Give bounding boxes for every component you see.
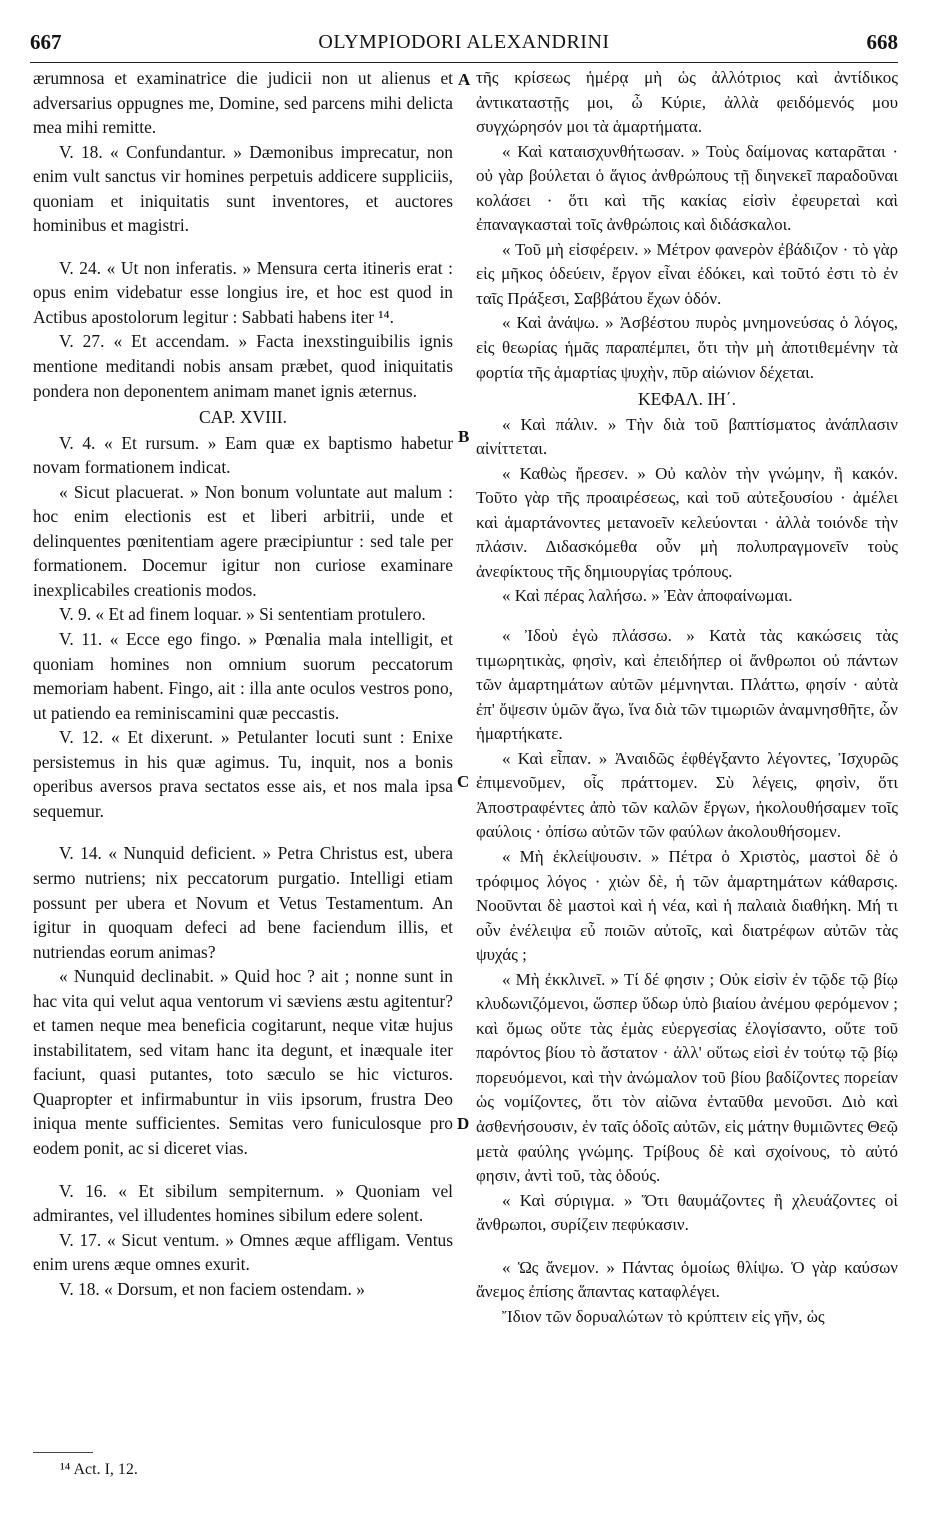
latin-paragraph: V. 14. « Nunquid deficient. » Petra Christus est, ubera sermo nutriens; nix peccatorum purgatio. Intelligi etiam possunt per ubera et Novum et Vetus Testamentum. An igitur in quoquam defeci ad bene faciendum illis, et nutriendas eorum animas? xyxy=(33,843,453,962)
chapter-heading-latin: CAP. XVIII. xyxy=(199,407,287,428)
greek-paragraph: « Τοῦ μὴ εἰσφέρειν. » Μέτρον φανερὸν ἐβάδιζον · τὸ γὰρ εἰς μῆκος ὁδεύειν, ἔργον εἶναι ἐδόκει, καὶ τοῦτό ἐστι τὸ ἐν ταῖς Πράξεσι, Σαββάτου ἔχων ὁδόν. xyxy=(476,239,898,308)
greek-paragraph: « Καὶ πάλιν. » Τὴν διὰ τοῦ βαπτίσματος ἀνάπλασιν αἰνίττεται. xyxy=(476,414,898,459)
greek-paragraph: Ἴδιον τῶν δορυαλώτων τὸ κρύπτειν εἰς γῆν, ὡς xyxy=(502,1306,825,1326)
greek-paragraph: « Μὴ ἐκλείψουσιν. » Πέτρα ὁ Χριστὸς, μαστοὶ δὲ ὁ τρόφιμος λόγος · χιὼν δὲ, ἡ τῶν ἁμαρτημάτων κάθαρσις. Νοοῦνται δὲ μαστοὶ καὶ ἡ νέα, καὶ ἡ παλαιὰ διαθήκη. Μή τι οὖν ἐνέλειψα εὖ ποιῶν αὐτοῖς, καὶ διατρέφων αὐτῶν τὰς ψυχάς ; xyxy=(476,846,898,965)
greek-paragraph: « Καθὼς ἤρεσεν. » Οὐ καλὸν τὴν γνώμην, ἢ κακόν. Τοῦτο γὰρ τῆς προαιρέσεως, καὶ τοῦ αὐτεξουσίου · ἀμέλει καὶ ἁμαρτάνοντες μετανοεῖν κελεύονται · ἀλλὰ τοιόνδε τὴν πλάσιν. Διδασκόμεθα οὖν μὴ πολυπραγμονεῖν τοὺς ἀνεφίκτους τῆς δημιουργίας τρόπους. xyxy=(476,463,898,581)
latin-paragraph: V. 9. « Et ad finem loquar. » Si sententiam protulero. xyxy=(59,604,426,625)
latin-paragraph: V. 24. « Ut non inferatis. » Mensura certa itineris erat : opus enim videbatur esse longius ire, et hoc est quod in Actibus apostolorum legitur : Sabbati habens iter ¹⁴. xyxy=(33,257,453,327)
latin-paragraph: V. 16. « Et sibilum sempiternum. » Quoniam vel admirantes, vel illudentes homines sibilum edere solent. xyxy=(33,1180,453,1226)
margin-letter-d: D xyxy=(457,1114,470,1133)
page-number-right: 668 xyxy=(866,30,898,54)
latin-paragraph: V. 18. « Dorsum, et non faciem ostendam. » xyxy=(59,1278,365,1299)
greek-paragraph: « Ἰδοὺ ἐγὼ πλάσσω. » Κατὰ τὰς κακώσεις τὰς τιμωρητικὰς, φησὶν, καὶ ἐπειδήπερ οἱ ἄνθρωποι οὐ πάντων τῶν ἁμαρτημάτων αὐτῶν μέμνηνται. Πλάττω, φησίν · αὐτὰ ἐπ' ὄψεσιν ὑμῶν ἄγω, ἵνα διὰ τῶν τιμωριῶν ἀναμνησθῆτε, ὧν ἡμαρτήκατε. xyxy=(476,626,898,744)
margin-letter-b: B xyxy=(458,427,470,446)
latin-paragraph: « Nunquid declinabit. » Quid hoc ? ait ; nonne sunt in hac vita qui velut aqua ventorum vi sæviens æstu agitentur? et tamen neque mea beneficia cogitarunt, neque vitæ hujus instabilitatem, sed vitam hanc ita degunt, et inæquale iter faciunt, quasi putantes, toto sæculo se hic victuros. Quapropter et infirmabuntur in viis ipsorum, frustra Deo iniqua mente sufficientes. Semitas vero funiculosque pro eodem ponit, ac si diceret vias. xyxy=(33,966,453,1158)
greek-paragraph: τῆς κρίσεως ἡμέρᾳ μὴ ὡς ἀλλότριος καὶ ἀντίδικος ἀντικαταστῇς μοι, ὦ Κύριε, ἀλλὰ φειδόμενός μου συγχώρησόν μοι τὰ ἁμαρτήματα. xyxy=(476,68,898,137)
footnote: ¹⁴ Act. I, 12. xyxy=(60,1461,138,1478)
greek-paragraph: « Ὡς ἄνεμον. » Πάντας ὁμοίως θλίψω. Ὁ γὰρ καύσων ἄνεμος ἐπίσης ἅπαντας καταφλέγει. xyxy=(476,1257,898,1302)
chapter-heading-greek: ΚΕΦΑΛ. ΙΗ΄. xyxy=(637,389,737,410)
greek-paragraph: « Καὶ ἀνάψω. » Ἀσβέστου πυρὸς μνημονεύσας ὁ λόγος, εἰς θεωρίας ἡμᾶς παραπέμπει, ὅτι τὴν μὴ ἀποτιθεμένην τὰ φορτία τῆς ἁμαρτίας ψυχὴν, πῦρ αἰώνιον δέχεται. xyxy=(476,313,898,382)
latin-paragraph: ærumnosa et examinatrice die judicii non ut alienus et adversarius oppugnes me, Domine, sed parcens mihi delicta mea mihi remitte. xyxy=(33,68,453,138)
greek-paragraph: « Καὶ πέρας λαλήσω. » Ἐὰν ἀποφαίνωμαι. xyxy=(502,586,793,606)
page-header xyxy=(30,28,898,63)
latin-paragraph: V. 11. « Ecce ego fingo. » Pœnalia mala intelligit, et quoniam homines non omnium suorum peccatorum memoriam habent. Fingo, ait : illa ante oculos vestros pono, ut patiendo ea reminiscamini quæ peccastis. xyxy=(33,629,453,723)
latin-paragraph: V. 12. « Et dixerunt. » Petulanter locuti sunt : Enixe persistemus in his quæ agimus. Tu, inquit, nos a bonis operibus aversos prava sectatos esse ais, et nos mala ipsa sequemur. xyxy=(33,727,453,821)
latin-paragraph: V. 4. « Et rursum. » Eam quæ ex baptismo habetur novam formationem indicat. xyxy=(33,432,453,478)
latin-paragraph: V. 18. « Confundantur. » Dæmonibus imprecatur, non enim vult sanctus vir homines perpetuis addicere suppliciis, quoniam et iniquitatis sunt inventores, et auctores hominibus et magistri. xyxy=(33,141,453,236)
margin-letter-c: C xyxy=(457,772,470,791)
latin-paragraph: V. 17. « Sicut ventum. » Omnes æque affligam. Ventus enim urens æque omnes exurit. xyxy=(33,1229,453,1275)
page-number-left: 667 xyxy=(30,30,62,54)
latin-paragraph: « Sicut placuerat. » Non bonum voluntate aut malum : hoc enim electionis est et liberi arbitrii, unde et delinquentes pœnitentiam agere præcipiuntur : sed tale per formationem. Docemur igitur non curiose examinare inexplicabiles creationis modos. xyxy=(33,481,453,600)
running-title: OLYMPIODORI ALEXANDRINI xyxy=(318,31,610,53)
footnote-rule xyxy=(33,1452,93,1453)
latin-column xyxy=(33,66,453,1301)
margin-letter-a: A xyxy=(458,70,471,89)
greek-paragraph: « Μὴ ἐκκλινεῖ. » Τί δέ φησιν ; Οὐκ εἰσὶν ἐν τῷδε τῷ βίῳ κλυδωνιζόμενοι, ὥσπερ ὕδωρ ὑπὸ βιαίου ἀνέμου φερόμενον ; καὶ ὅμως οὔτε τὰς ἐμὰς εὐεργεσίας ἐλογίσαντο, οὔτε τοῦ παρόντος βίου τὸ ἄστατον · ἀλλ' οὕτως εἰσὶ ἐν τούτῳ τῷ βίῳ πορευόμενοι, καὶ τὴν ἀνώμαλον τοῦ βίου βαδίζοντες πορείαν ὡς νομίζοντες, ὅτι τὸν αἰῶνα ἐνταῦθα μενοῦσι. Διὸ καὶ ἀσθενήσουσιν, ἐν ταῖς ὁδοῖς αὐτῶν, εἰς μάτην θυμιῶντες Θεῷ μετὰ φαύλης γνώμης. Τρίβους δὲ καὶ σχοίνους, τὸ αὐτό φησιν, ἀντὶ τοῦ, τὰς ὁδούς. xyxy=(476,969,898,1186)
latin-paragraph: V. 27. « Et accendam. » Facta inexstinguibilis ignis mentione meditandi nobis ansam præbet, quod iniquitatis pondera non deponentem animam manet ignis æternus. xyxy=(33,331,453,401)
greek-paragraph: « Καὶ εἶπαν. » Ἀναιδῶς ἐφθέγξαντο λέγοντες, Ἰσχυρῶς ἐπιμενοῦμεν, οἷς πράττομεν. Σὺ λέγεις, φησὶν, ὅτι Ἀποστραφέντες ἀπὸ τῶν καλῶν ἔργων, ἠκολουθήσαμεν τοῖς φαύλοις · ὀπίσω αὐτῶν τῶν φαύλων ἀκολουθήσομεν. xyxy=(476,748,898,842)
greek-paragraph: « Καὶ σύριγμα. » Ὅτι θαυμάζοντες ἢ χλευάζοντες οἱ ἄνθρωποι, συρίζειν πεφύκασιν. xyxy=(476,1190,898,1235)
greek-paragraph: « Καὶ καταισχυνθήτωσαν. » Τοὺς δαίμονας καταρᾶται · οὐ γὰρ βούλεται ὁ ἅγιος ἀνθρώπους τῇ διηνεκεῖ παραδοῦναι κολάσει · ὅτι καὶ τῆς κακίας εἰσὶν ἐφευρεταὶ καὶ ἐπαναγκασταὶ τοῖς ἀνθρώποις καὶ διδάσκαλοι. xyxy=(476,141,898,235)
greek-column xyxy=(476,66,898,1329)
